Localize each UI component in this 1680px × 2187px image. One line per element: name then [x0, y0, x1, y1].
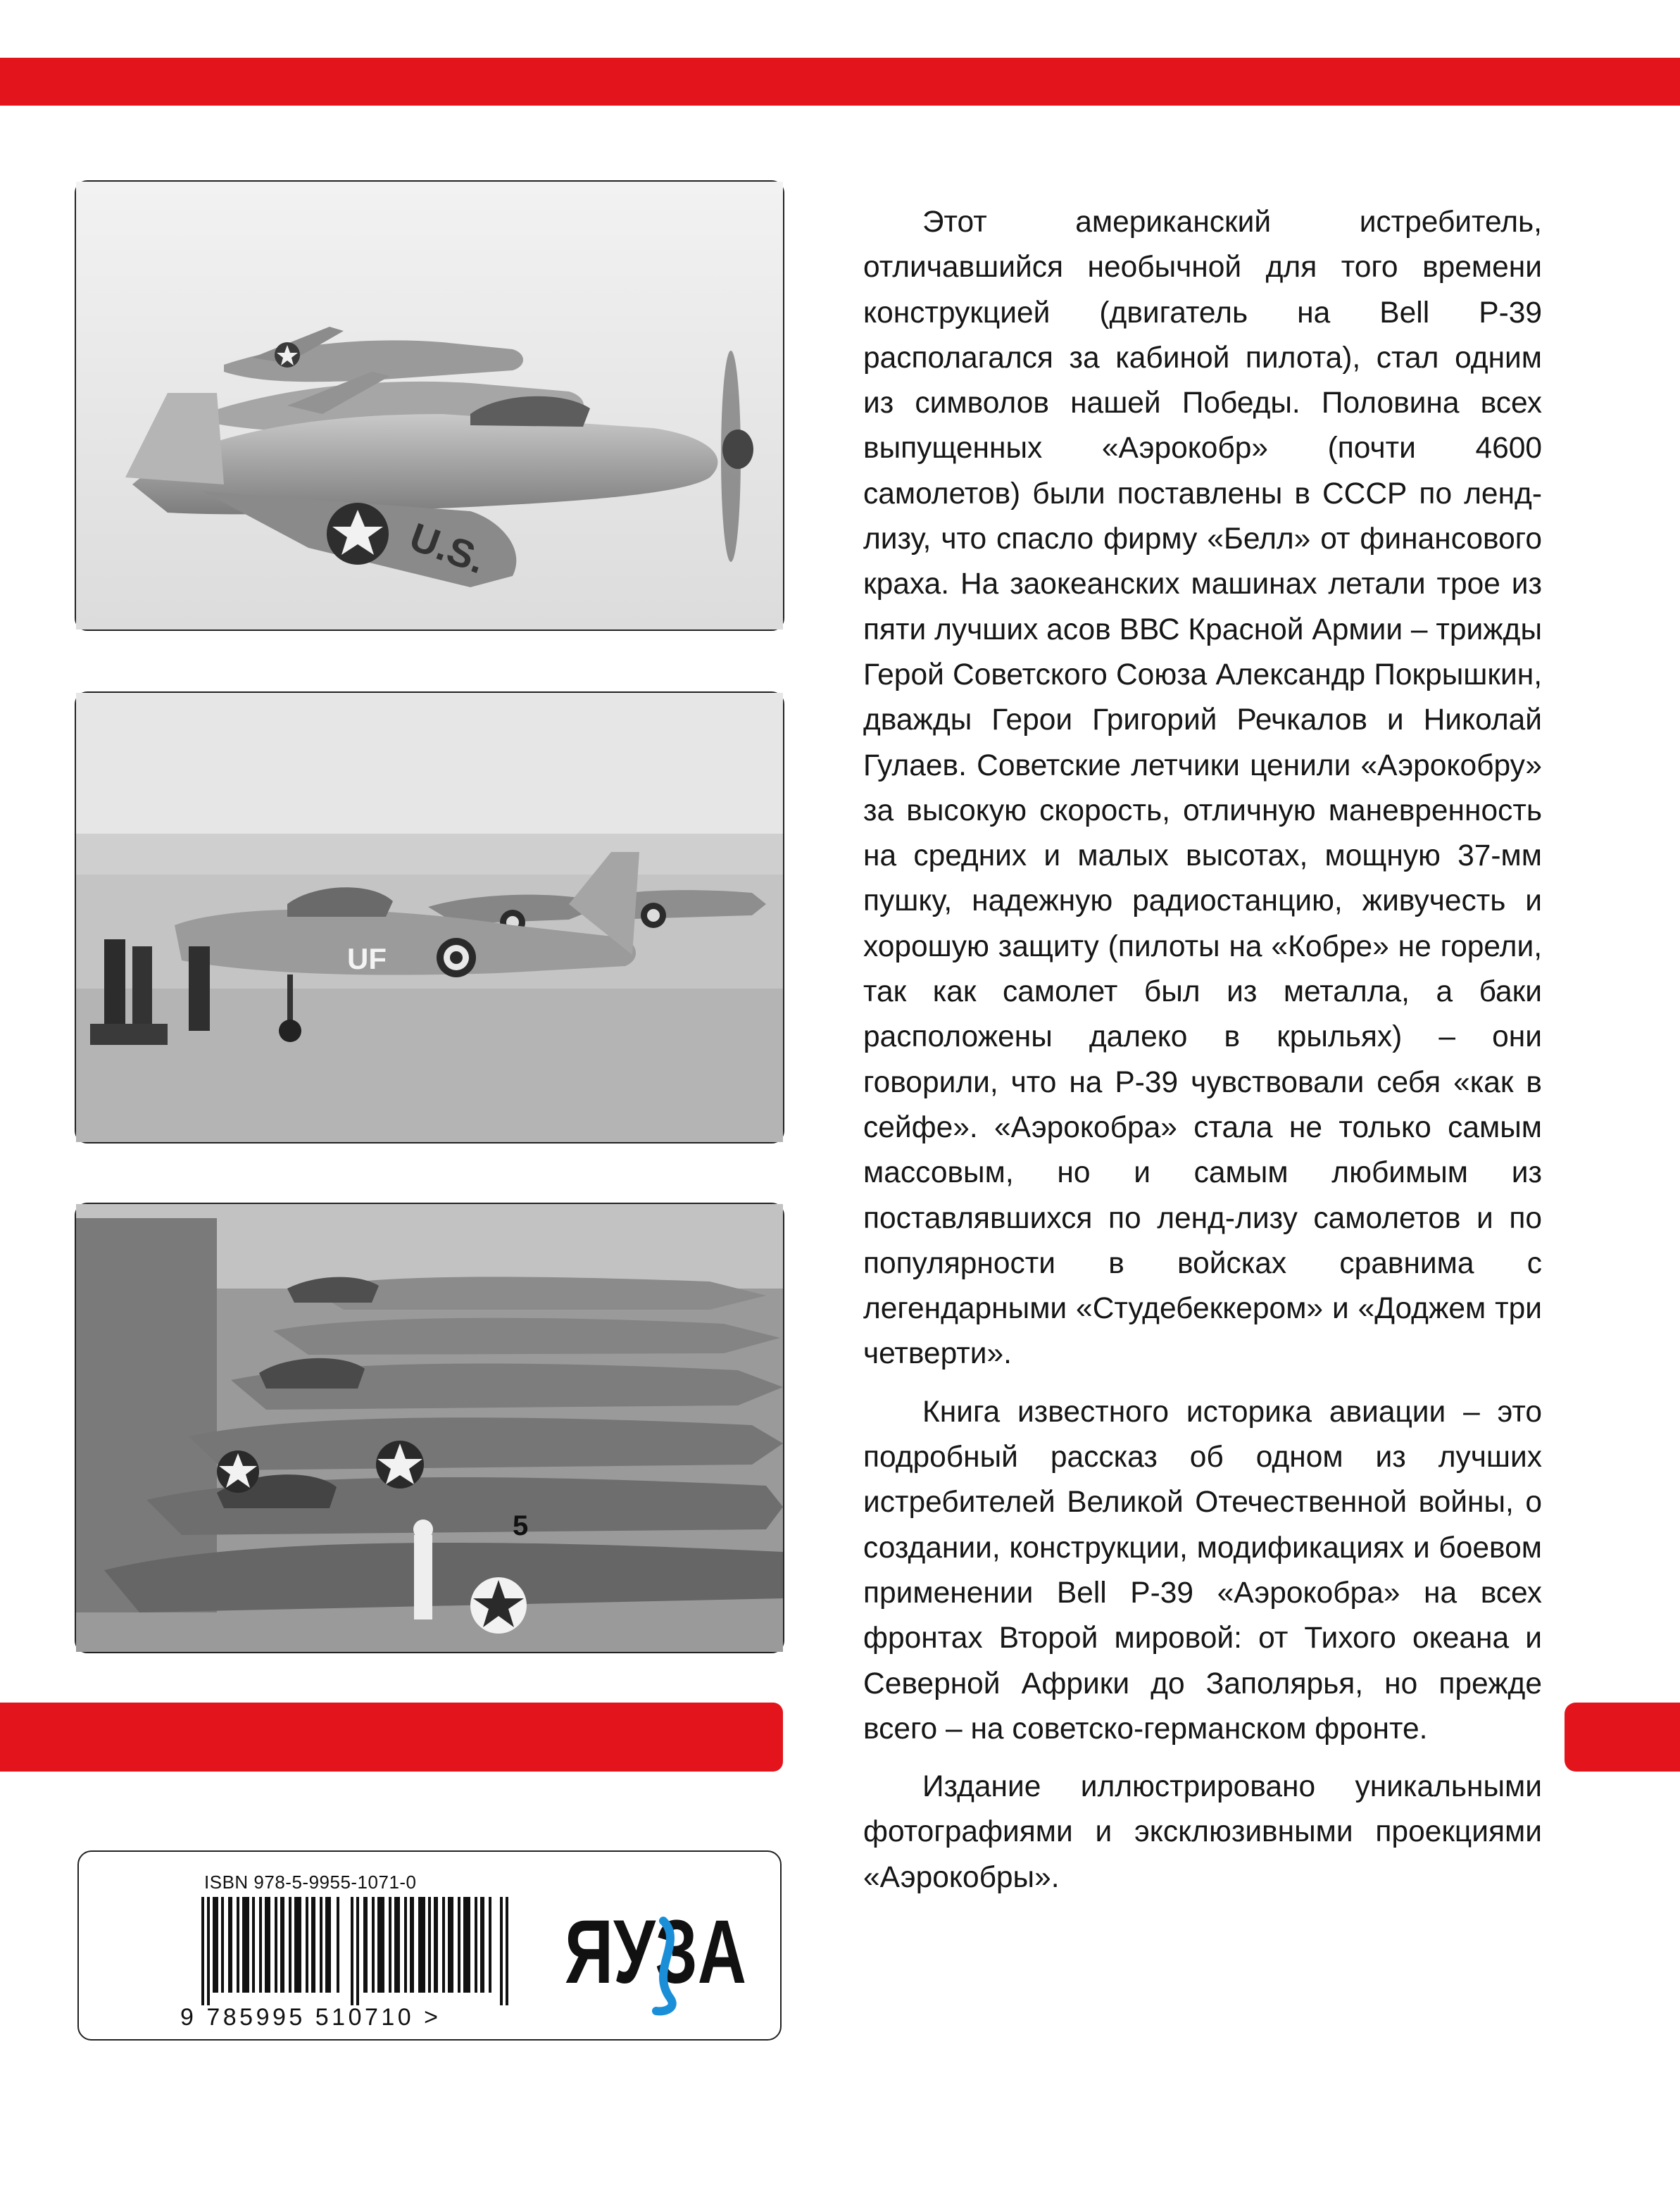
photo-3-marking: 5 — [513, 1510, 529, 1541]
left-red-band — [0, 1703, 783, 1772]
publisher-logo — [565, 1893, 748, 2012]
isbn-barcode-panel — [77, 1850, 782, 2041]
blurb-paragraph-2: Книга известного историка авиации – это подробный рассказ об одном из лучших истребителей Великой Отечественной войны, о создании, конструкции, модификациях и боевом применении Bell P-39 «Аэрокобра» на всех фронтах Второй мировой: от Тихого океана и Северной Африки до Заполярья, но прежде всего – на советско-германском фронте. — [863, 1395, 1542, 1746]
photo-2-marking: UF — [347, 942, 387, 975]
blurb-paragraph-1: Этот американский истребитель, отличавшийся необычной для того времени конструкцией (двигатель на Bell P-39 располагался за кабиной пилота), стал одним из символов нашей Победы. Половина всех выпущенных «Аэрокобр» (почти 4600 самолетов) были поставлены в СССР по ленд-лизу, что спасло фирму «Белл» от финансового краха. На заокеанских машинах летали трое из пяти лучших асов ВВС Красной Армии – трижды Герой Советского Союза Александр Покрышкин, дважды Герои Григорий Речкалов и Николай Гулаев. Советские летчики ценили «Аэрокобру» за высокую скорость, отличную маневренность на средних и малых высотах, мощную 37-мм пушку, надежную радиостанцию, живучесть и хорошую защиту (пилоты на «Кобре» не горели, так как самолет был из металла, а баки расположены далеко в крыльях) – они говорили, что на P-39 чувствовали себя «как в сейфе». «Аэрокобра» стала не только самым массовым, но и самым любимым из поставлявшихся по ленд-лизу самолетов и по популярности в войсках сравнима с легендарными «Студебеккером» и «Доджем три четверти». — [863, 206, 1542, 1371]
barcode-icon — [201, 1897, 511, 2005]
back-cover-blurb — [863, 200, 1542, 1913]
formation-flight-photo — [75, 180, 784, 631]
top-red-band — [0, 58, 1680, 106]
publisher-logo-text: ЯУЗА — [565, 1902, 746, 2003]
isbn-number: ISBN 978-5-9955-1071-0 — [204, 1872, 417, 1893]
airfield-lineup-photo — [75, 691, 784, 1143]
photo-1-marking: U.S. — [403, 514, 491, 582]
ean-digits: 9 785995 510710 > — [180, 2004, 441, 2031]
factory-assembly-line-photo — [75, 1203, 784, 1653]
blurb-paragraph-3: Издание иллюстрировано уникальными фотографиями и эксклюзивными проекциями «Аэрокобры». — [863, 1770, 1542, 1894]
right-red-tab — [1565, 1703, 1680, 1772]
